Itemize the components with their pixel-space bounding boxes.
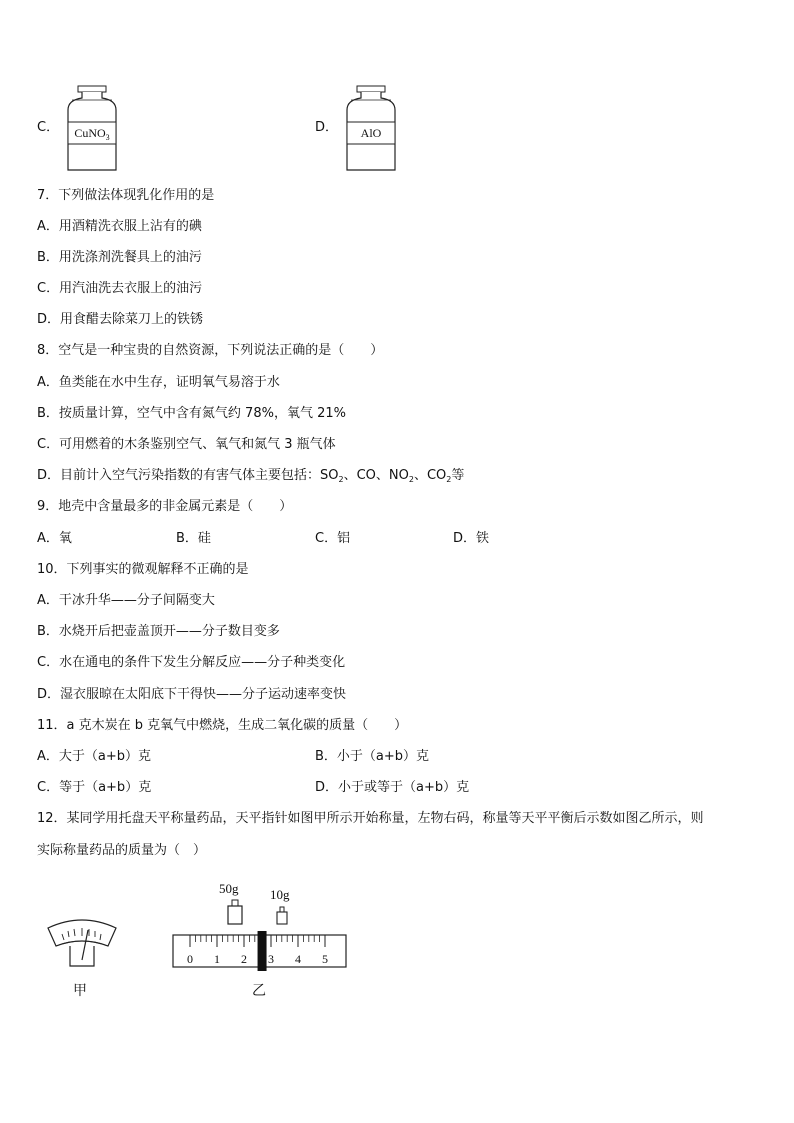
weight-10g-icon	[275, 906, 289, 926]
q6-option-d-letter: D．	[315, 120, 339, 135]
scale-tick-label: 1	[214, 952, 220, 966]
figure-caption-yi: 乙	[252, 983, 266, 999]
q11-stem: 11．a 克木炭在 b 克氧气中燃烧，生成二氧化碳的质量（ ）	[37, 718, 408, 733]
scale-tick-label: 5	[322, 952, 328, 966]
q10-stem: 10．下列事实的微观解释不正确的是	[37, 562, 249, 577]
scale-rider	[258, 931, 267, 971]
q6-option-c-letter: C．	[37, 120, 60, 135]
q8-option-c: C．可用燃着的木条鉴别空气、氧气和氮气 3 瓶气体	[37, 437, 336, 452]
figure-caption-jia: 甲	[73, 983, 87, 999]
balance-pointer-dial	[44, 916, 120, 972]
q11-option-b: B．小于（a+b）克	[315, 749, 430, 764]
q10-option-d: D．湿衣服晾在太阳底下干得快——分子运动速率变快	[37, 687, 347, 702]
q12-stem-line2: 实际称量药品的质量为（ ）	[37, 843, 207, 858]
scale-tick-label: 2	[241, 952, 247, 966]
q11-option-c: C．等于（a+b）克	[37, 780, 152, 795]
q10-option-b: B．水烧开后把壶盖顶开——分子数目变多	[37, 624, 280, 639]
bottle-label-c: CuNO$_3$	[74, 126, 110, 142]
q9-option-c: C．铝	[315, 531, 351, 546]
weight-50g-icon	[226, 898, 244, 926]
q7-option-b: B．用洗涤剂洗餐具上的油污	[37, 250, 202, 265]
scale-tick-label: 3	[268, 952, 274, 966]
q8-option-a: A．鱼类能在水中生存，证明氧气易溶于水	[37, 375, 280, 390]
q11-option-d: D．小于或等于（a+b）克	[315, 780, 470, 795]
q9-stem: 9．地壳中含量最多的非金属元素是（ ）	[37, 499, 293, 514]
scale-tick-label: 0	[187, 952, 193, 966]
q10-option-a: A．干冰升华——分子间隔变大	[37, 593, 215, 608]
q7-stem: 7．下列做法体现乳化作用的是	[37, 188, 215, 203]
q7-option-c: C．用汽油洗去衣服上的油污	[37, 281, 203, 296]
q8-option-d: D．目前计入空气污染指数的有害气体主要包括：$SO_2$、CO、$NO_2$、$CO_2$等	[37, 468, 465, 484]
q7-option-a: A．用酒精洗衣服上沾有的碘	[37, 219, 202, 234]
weight-label-10g: 10g	[270, 887, 290, 902]
rider-scale	[170, 930, 352, 972]
scale-tick-label: 4	[295, 952, 301, 966]
q8-option-b: B．按质量计算，空气中含有氮气约 78%，氧气 21%	[37, 406, 346, 421]
q11-option-a: A．大于（a+b）克	[37, 749, 152, 764]
q9-option-d: D．铁	[453, 531, 490, 546]
q10-option-c: C．水在通电的条件下发生分解反应——分子种类变化	[37, 655, 346, 670]
weight-label-50g: 50g	[219, 881, 239, 896]
q9-option-b: B．硅	[176, 531, 211, 546]
q7-option-d: D．用食醋去除菜刀上的铁锈	[37, 312, 204, 327]
q9-option-a: A．氧	[37, 531, 72, 546]
bottle-label-d: AlO	[360, 126, 382, 140]
q8-stem: 8．空气是一种宝贵的自然资源，下列说法正确的是（ ）	[37, 343, 384, 358]
q12-stem-line1: 12．某同学用托盘天平称量药品，天平指针如图甲所示开始称量，左物右码，称量等天平平衡后示数如图乙所示，则	[37, 811, 704, 826]
